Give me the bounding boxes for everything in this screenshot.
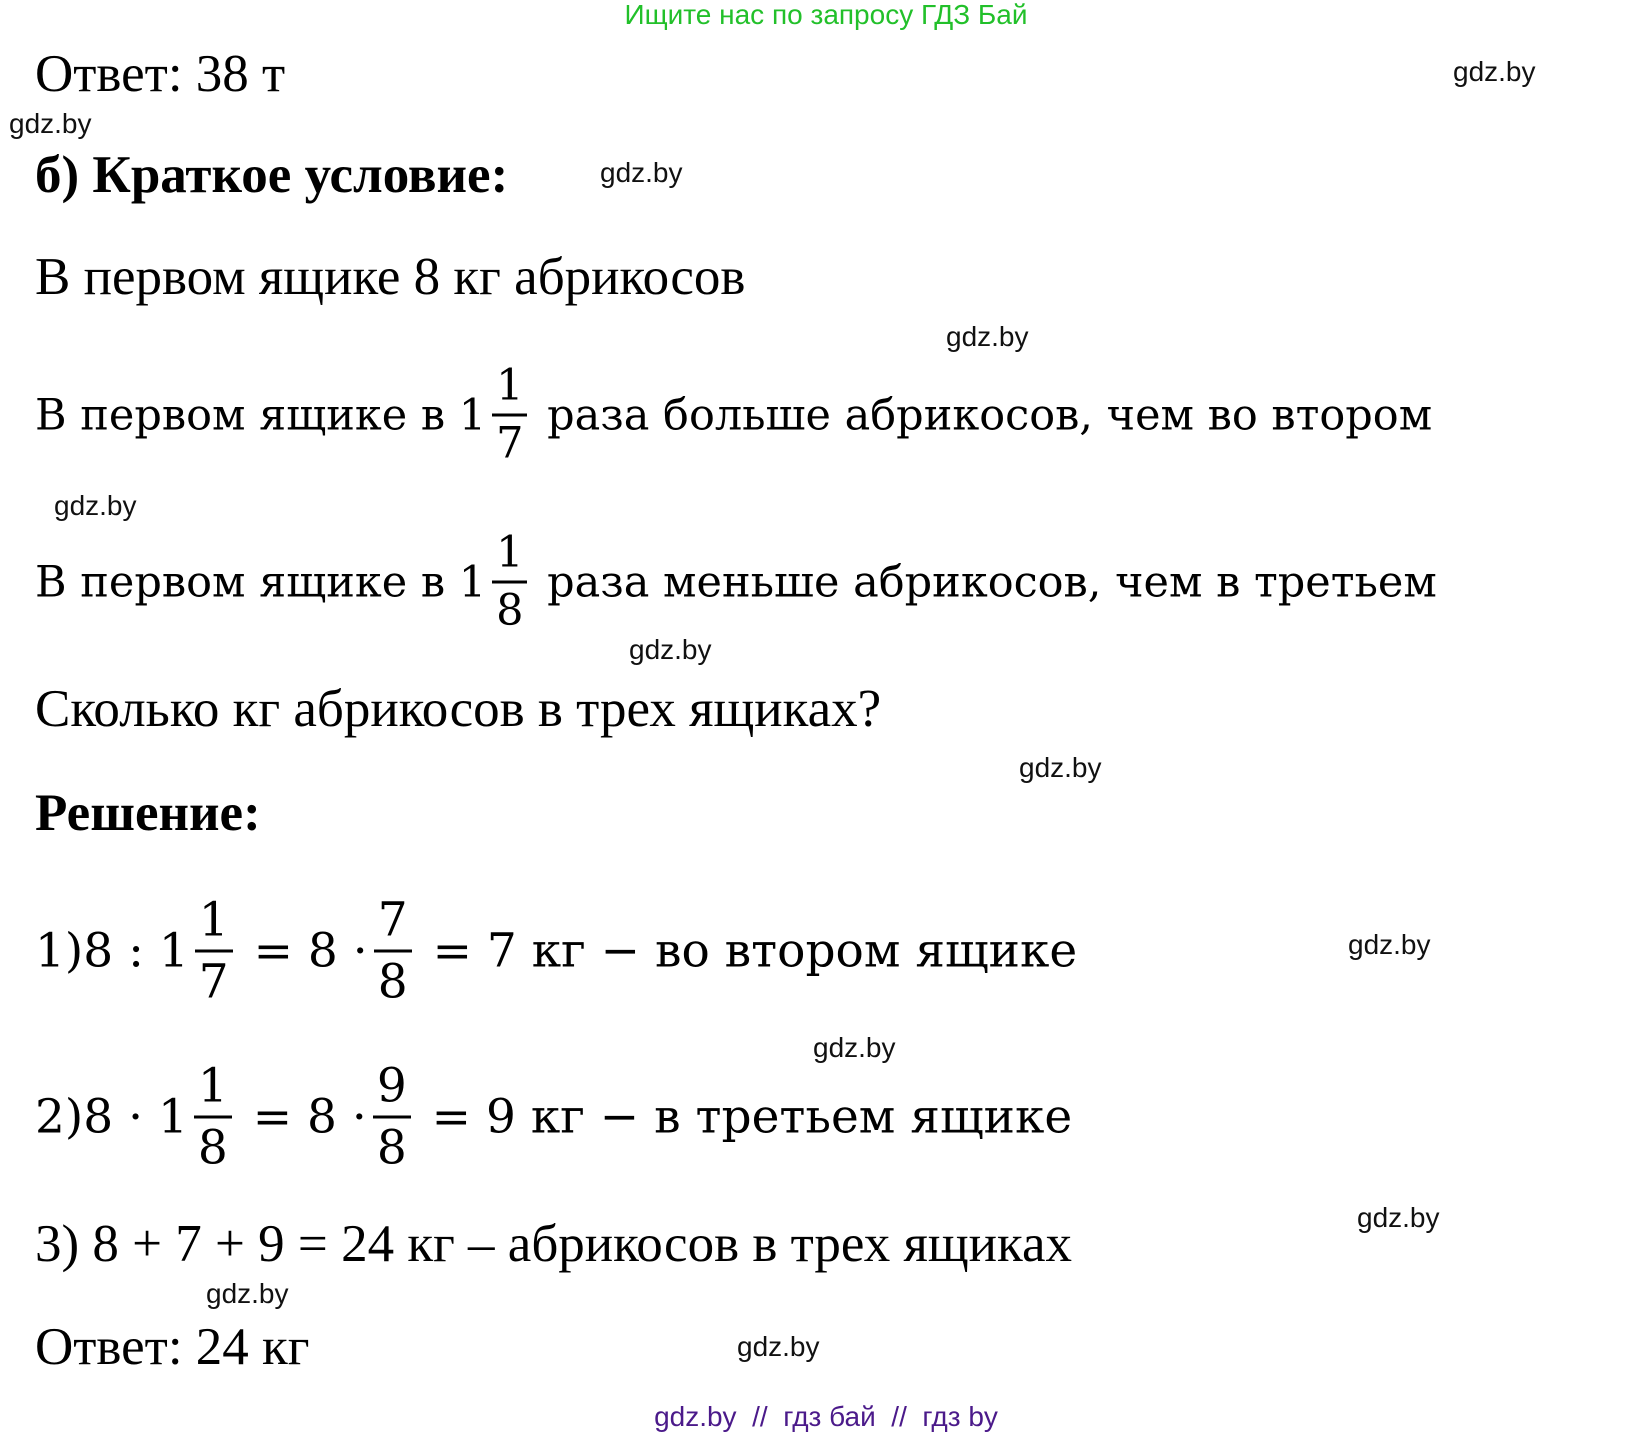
step-3: 3) 8 + 7 + 9 = 24 кг – абрикосов в трех ящиках — [35, 1215, 1073, 1273]
watermark: gdz.by — [54, 490, 137, 521]
footer-banner: gdz.by // гдз бай // гдз by — [654, 1401, 998, 1432]
watermark: gdz.by — [1348, 929, 1431, 960]
text: 1)8 : 1 — [35, 923, 189, 979]
denominator: 7 — [496, 418, 524, 469]
final-answer: Ответ: 24 кг — [35, 1318, 310, 1376]
watermark: gdz.by — [946, 321, 1029, 352]
fraction — [373, 1058, 411, 1176]
header-banner: Ищите нас по запросу ГДЗ Бай — [624, 0, 1028, 30]
watermark: gdz.by — [206, 1278, 289, 1309]
condition-line-1: В первом ящике 8 кг абрикосов — [35, 248, 746, 306]
text: = 8 · — [237, 1089, 367, 1145]
step-1 — [35, 892, 1078, 1010]
fraction — [195, 892, 233, 1010]
watermark: gdz.by — [737, 1331, 820, 1362]
question: Сколько кг абрикосов в трех ящиках? — [35, 680, 882, 738]
text: = 7 кг − во втором ящике — [417, 923, 1078, 979]
numerator: 1 — [195, 897, 233, 953]
solution-heading: Решение: — [35, 784, 261, 842]
numerator: 9 — [373, 1063, 411, 1119]
numerator: 1 — [492, 365, 527, 417]
watermark: gdz.by — [600, 157, 683, 188]
watermark: gdz.by — [813, 1032, 896, 1063]
fraction — [492, 360, 527, 469]
denominator: 8 — [376, 1120, 407, 1176]
text: = 9 кг − в третьем ящике — [416, 1089, 1073, 1145]
text: раза больше абрикосов, чем во втором — [533, 390, 1433, 440]
watermark: gdz.by — [9, 108, 92, 139]
numerator: 1 — [194, 1063, 232, 1119]
short-condition-heading: б) Краткое условие: — [35, 146, 509, 204]
text: = 8 · — [238, 923, 368, 979]
text: раза меньше абрикосов, чем в третьем — [533, 557, 1437, 607]
watermark: gdz.by — [629, 634, 712, 665]
condition-line-2 — [35, 360, 1433, 469]
numerator: 1 — [492, 532, 527, 584]
watermark: gdz.by — [1453, 56, 1536, 87]
fraction — [492, 527, 527, 636]
step-2 — [35, 1058, 1073, 1176]
previous-answer: Ответ: 38 т — [35, 45, 286, 103]
text: В первом ящике в 1 — [35, 390, 487, 440]
watermark: gdz.by — [1357, 1202, 1440, 1233]
fraction — [374, 892, 412, 1010]
denominator: 8 — [197, 1120, 228, 1176]
numerator: 7 — [374, 897, 412, 953]
denominator: 8 — [377, 954, 408, 1010]
denominator: 7 — [198, 954, 229, 1010]
denominator: 8 — [496, 585, 524, 636]
fraction — [194, 1058, 232, 1176]
text: В первом ящике в 1 — [35, 557, 487, 607]
condition-line-3 — [35, 527, 1437, 636]
watermark: gdz.by — [1019, 752, 1102, 783]
text: 2)8 · 1 — [35, 1089, 188, 1145]
